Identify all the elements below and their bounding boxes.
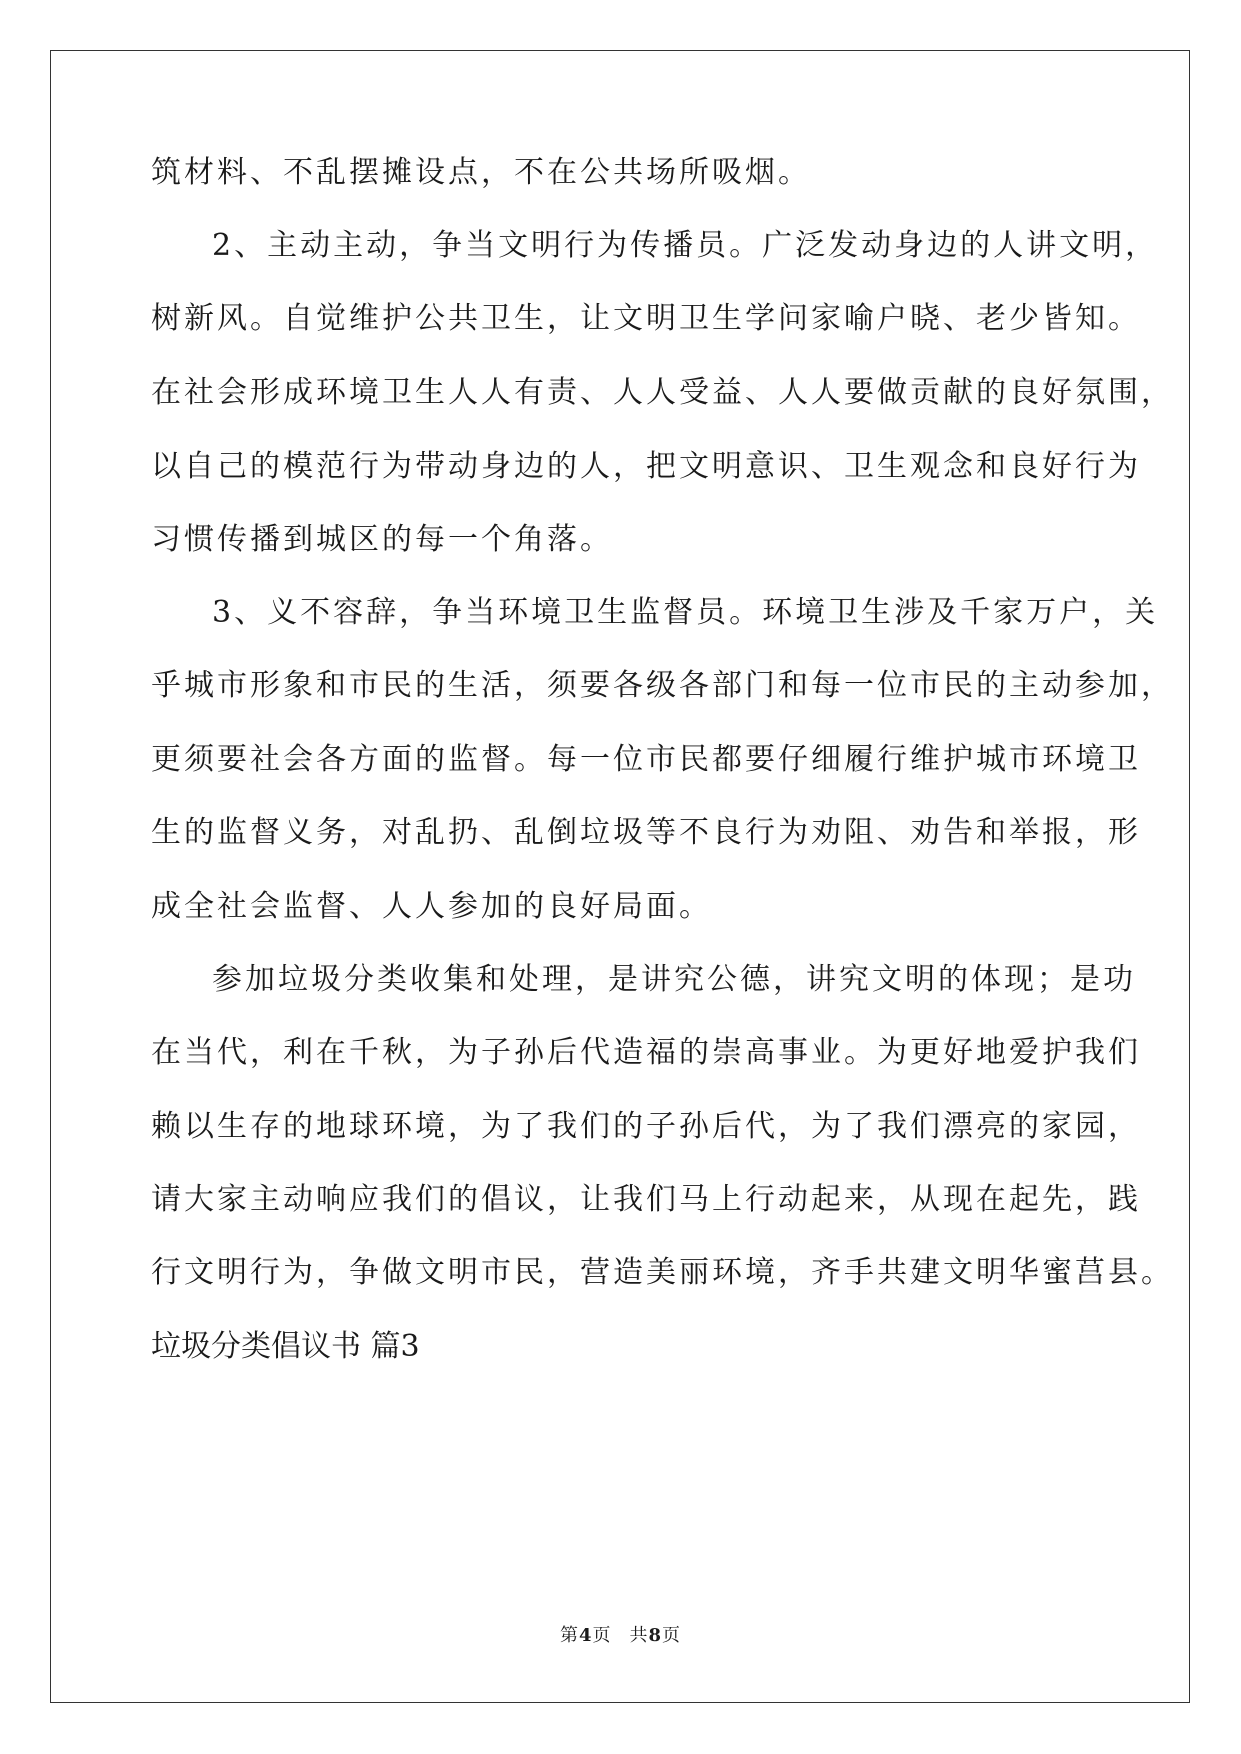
paragraph-line: 赖以生存的地球环境，为了我们的子孙后代，为了我们漂亮的家园， (151, 1109, 1141, 1144)
paragraph-line: 参加垃圾分类收集和处理，是讲究公德，讲究文明的体现；是功 (212, 962, 1136, 997)
total-suffix: 页 (662, 1625, 682, 1646)
paragraph-line: 筑材料、不乱摆摊设点，不在公共场所吸烟。 (151, 155, 811, 190)
paragraph-line: 生的监督义务，对乱扔、乱倒垃圾等不良行为劝阻、劝告和举报，形 (151, 815, 1141, 850)
paragraph-line: 在当代，利在千秋，为子孙后代造福的崇高事业。为更好地爱护我们 (151, 1035, 1141, 1070)
total-page-number: 8 (648, 1625, 663, 1646)
page-prefix: 第 (559, 1625, 579, 1646)
paragraph-line: 乎城市形象和市民的生活，须要各级各部门和每一位市民的主动参加， (151, 668, 1174, 703)
page-suffix: 页 (592, 1625, 612, 1646)
paragraph-line: 在社会形成环境卫生人人有责、人人受益、人人要做贡献的良好氛围， (151, 375, 1174, 410)
paragraph-line: 请大家主动响应我们的倡议，让我们马上行动起来，从现在起先，践 (151, 1182, 1141, 1217)
paragraph-line: 成全社会监督、人人参加的良好局面。 (151, 889, 712, 924)
current-page-number: 4 (578, 1625, 593, 1646)
section-heading: 垃圾分类倡议书 篇3 (151, 1329, 420, 1364)
paragraph-line: 2、主动主动，争当文明行为传播员。广泛发动身边的人讲文明， (212, 228, 1159, 263)
paragraph-line: 树新风。自觉维护公共卫生，让文明卫生学问家喻户晓、老少皆知。 (151, 301, 1141, 336)
paragraph-line: 更须要社会各方面的监督。每一位市民都要仔细履行维护城市环境卫 (151, 742, 1141, 777)
total-prefix: 共 (629, 1625, 649, 1646)
paragraph-line: 习惯传播到城区的每一个角落。 (151, 522, 613, 557)
page-border (50, 50, 1190, 1703)
paragraph-line: 3、义不容辞，争当环境卫生监督员。环境卫生涉及千家万户，关 (212, 595, 1159, 630)
paragraph-line: 以自己的模范行为带动身边的人，把文明意识、卫生观念和良好行为 (151, 449, 1141, 484)
paragraph-line: 行文明行为，争做文明市民，营造美丽环境，齐手共建文明华蜜莒县。 (151, 1255, 1174, 1290)
page-footer (0, 1624, 1241, 1648)
